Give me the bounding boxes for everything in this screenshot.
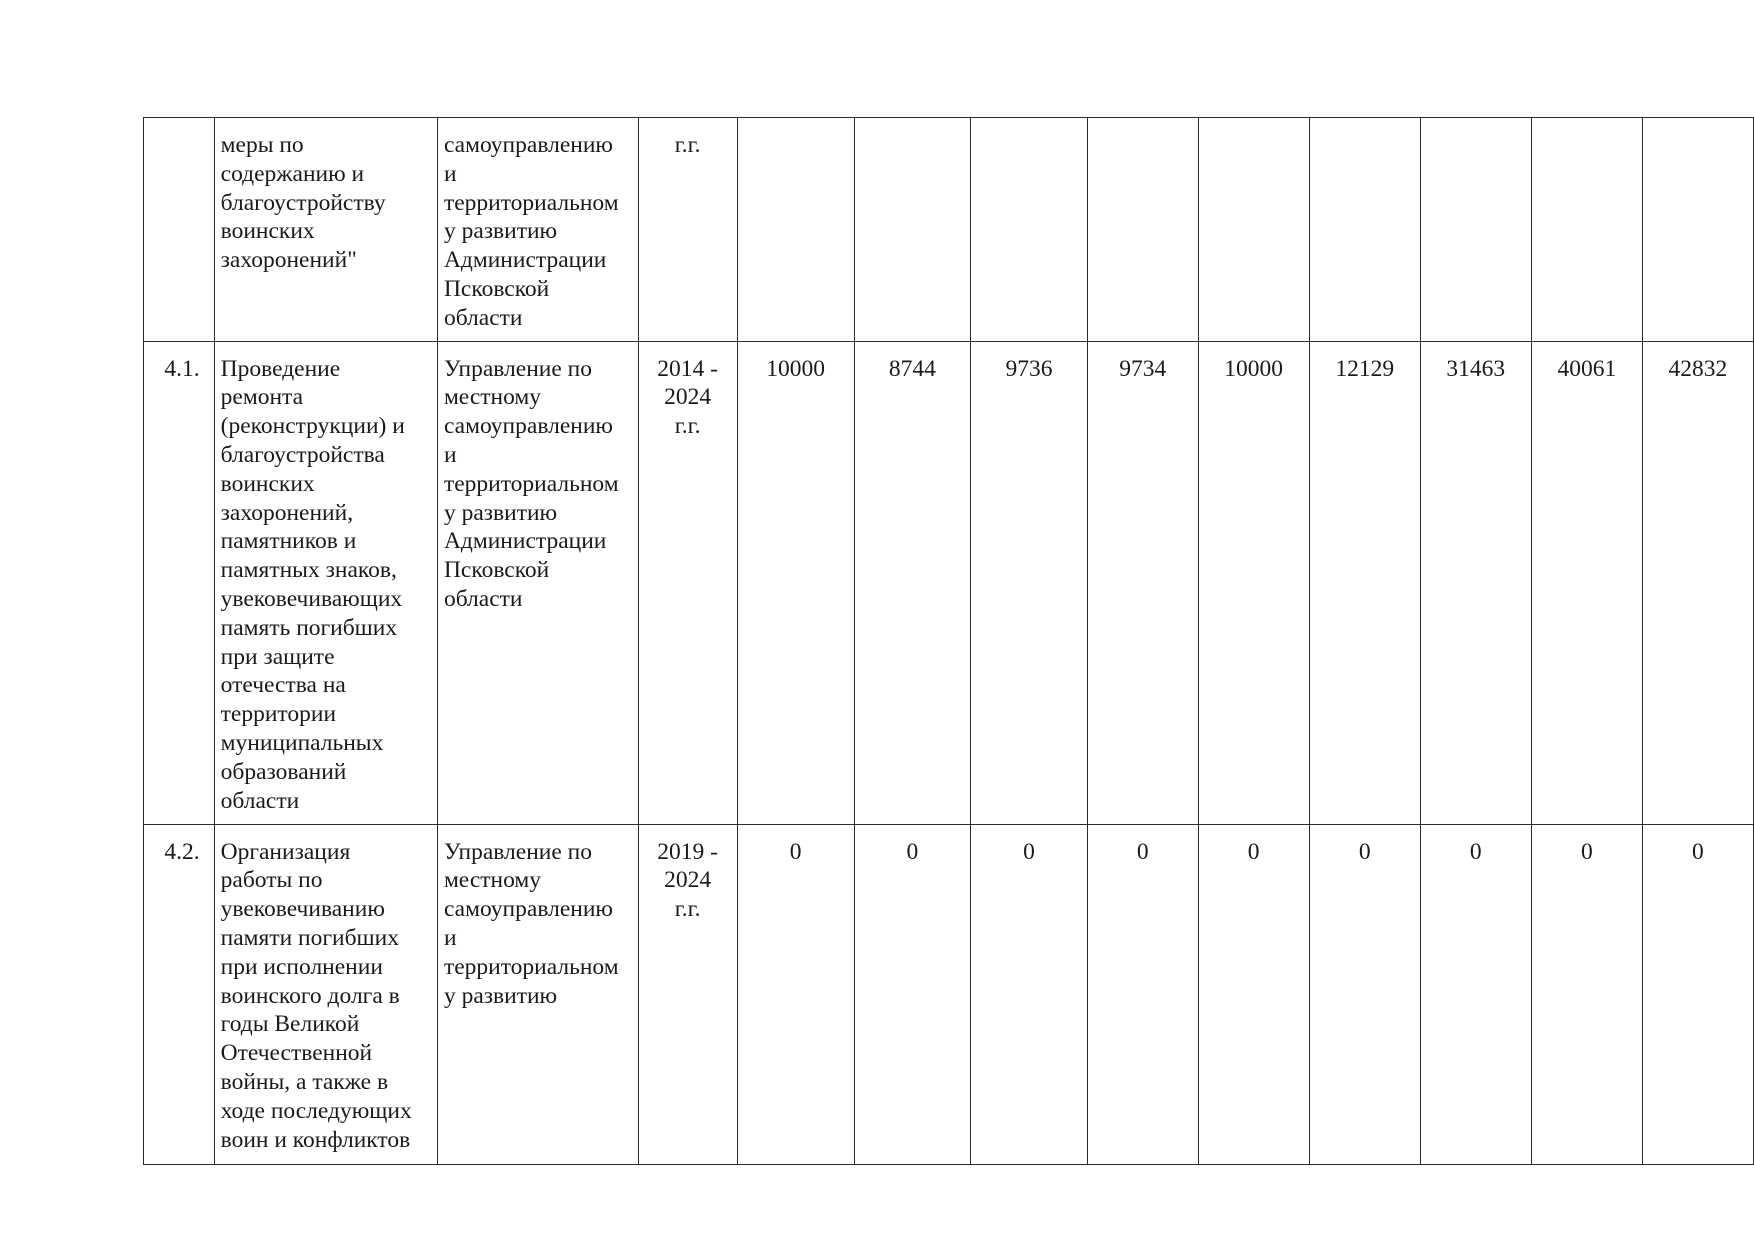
value-cell: 0 <box>1420 824 1531 1164</box>
value-cell <box>1642 118 1753 342</box>
value-cell: 8744 <box>854 341 971 824</box>
row-number: 4.1. <box>144 341 215 824</box>
value-cell <box>1087 118 1198 342</box>
value-cell: 0 <box>971 824 1088 1164</box>
row-number <box>144 118 215 342</box>
value-cell: 0 <box>1309 824 1420 1164</box>
value-cell: 0 <box>1531 824 1642 1164</box>
table-row <box>144 341 1754 824</box>
value-cell: 0 <box>1198 824 1309 1164</box>
table-row <box>144 118 1754 342</box>
value-cell <box>1420 118 1531 342</box>
value-cell <box>1198 118 1309 342</box>
value-cell: 10000 <box>737 341 854 824</box>
value-cell: 9736 <box>971 341 1088 824</box>
value-cell: 0 <box>1087 824 1198 1164</box>
value-cell <box>854 118 971 342</box>
value-cell <box>971 118 1088 342</box>
value-cell: 40061 <box>1531 341 1642 824</box>
value-cell <box>1309 118 1420 342</box>
executor: самоуправлению и территориальном у развитию Администрации Псковской области <box>437 118 638 342</box>
value-cell: 10000 <box>1198 341 1309 824</box>
value-cell: 0 <box>854 824 971 1164</box>
executor: Управление по местному самоуправлению и территориальном у развитию Администрации Псковской области <box>437 341 638 824</box>
value-cell: 12129 <box>1309 341 1420 824</box>
value-cell: 0 <box>737 824 854 1164</box>
value-cell: 42832 <box>1642 341 1753 824</box>
measure-name: Проведение ремонта (реконструкции) и благоустройства воинских захоронений, памятников и памятных знаков, увековечивающих память погибших при защите отечества на территории муниципальных образований области <box>214 341 437 824</box>
value-cell: 31463 <box>1420 341 1531 824</box>
period: 2014 - 2024 г.г. <box>638 341 737 824</box>
row-number: 4.2. <box>144 824 215 1164</box>
value-cell: 9734 <box>1087 341 1198 824</box>
period: 2019 - 2024 г.г. <box>638 824 737 1164</box>
value-cell <box>1531 118 1642 342</box>
period: г.г. <box>638 118 737 342</box>
executor: Управление по местному самоуправлению и территориальном у развитию <box>437 824 638 1164</box>
program-table <box>143 117 1754 1165</box>
value-cell <box>737 118 854 342</box>
measure-name: меры по содержанию и благоустройству воинских захоронений" <box>214 118 437 342</box>
measure-name: Организация работы по увековечиванию памяти погибших при исполнении воинского долга в годы Великой Отечественной войны, а также в ходе последующих воин и конфликтов <box>214 824 437 1164</box>
table-row <box>144 824 1754 1164</box>
value-cell: 0 <box>1642 824 1753 1164</box>
